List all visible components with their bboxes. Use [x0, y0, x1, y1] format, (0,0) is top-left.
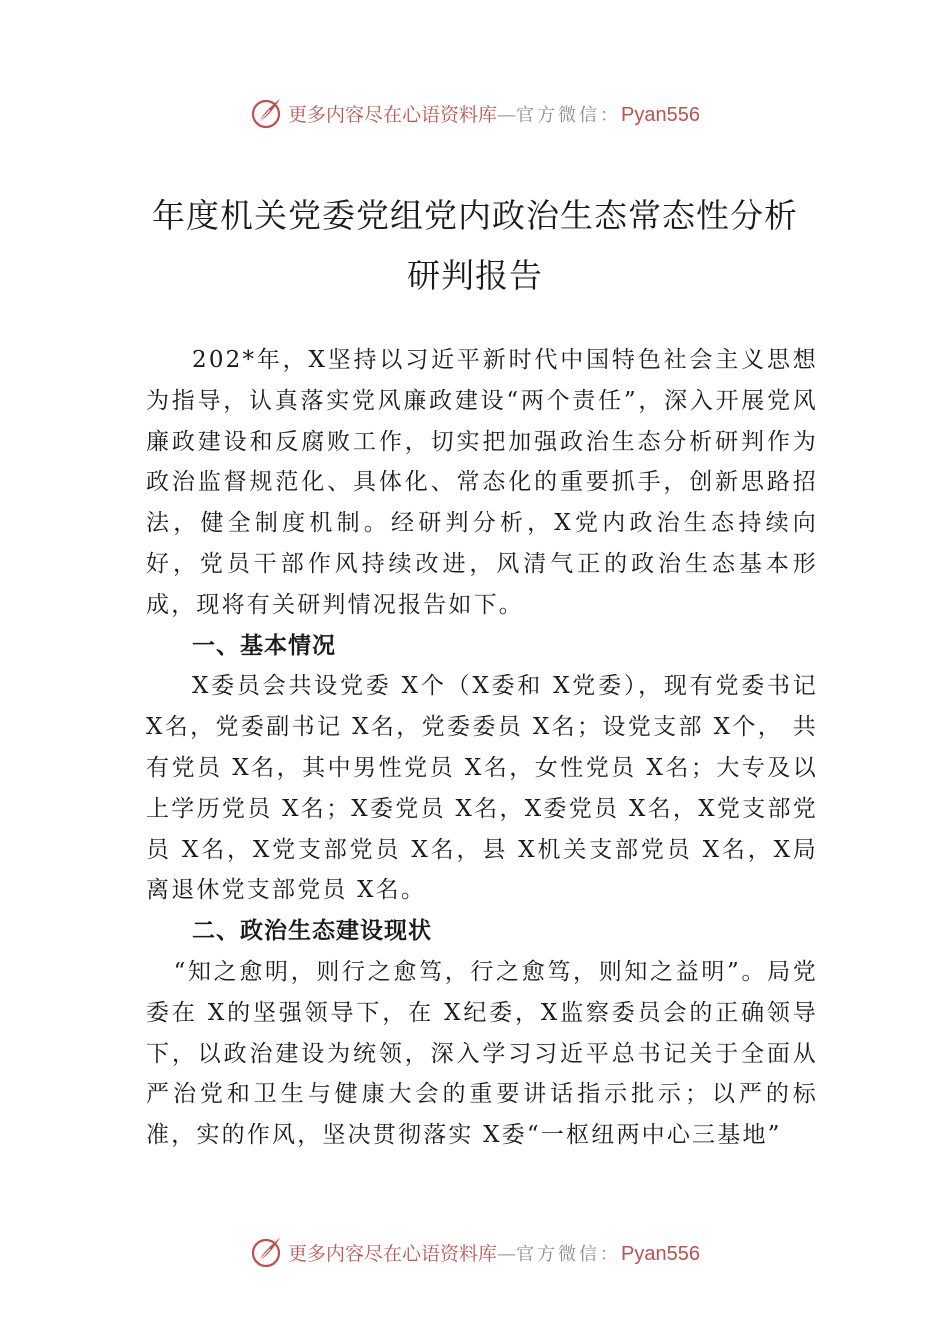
political-ecology-paragraph: “知之愈明，则行之愈笃，行之愈笃，则知之益明”。局党委在 X的坚强领导下，在 X纪委，X监察委员会的正确领导下，以政治建设为统领，深入学习习近平总书记关于全面从严治党和卫生与健康大会的重要讲话指示批示；以严的标准，实的作风，坚决贯彻落实 X委“一枢纽两中心三基地” [146, 958, 818, 1149]
document-title: 年度机关党委党组党内政治生态常态性分析研判报告 [152, 196, 798, 295]
watermark-official-label: 官方微信： [516, 1243, 622, 1265]
basic-situation-paragraph: X委员会共设党委 X个（X委和 X党委），现有党委书记 X名，党委副书记 X名，党委委员 X名；设党支部 X个， 共有党员 X名，其中男性党员 X名，女性党员 X名；大专及以上学历党员 X名；X委党员 X名，X委党员 X名，X党支部党员 X名，X党支部党员 X名，县 X机关支部党员 X名，X局离退休党支部党员 X名。 [146, 673, 818, 904]
watermark-text [288, 100, 700, 127]
watermark-library-text: 更多内容尽在心语资料库 [288, 1242, 498, 1265]
watermark-text [288, 1239, 700, 1266]
footer-watermark [0, 1232, 950, 1272]
quill-logo-icon [250, 1235, 284, 1269]
document-body [146, 340, 818, 1156]
watermark-official-label: 官方微信： [516, 104, 622, 126]
section-heading-political-ecology: 二、政治生态建设现状 [192, 918, 432, 945]
watermark-separator: — [497, 1242, 517, 1265]
intro-paragraph: 202*年，X坚持以习近平新时代中国特色社会主义思想为指导，认真落实党风廉政建设“两个责任”，深入开展党风廉政建设和反腐败工作，切实把加强政治生态分析研判作为政治监督规范化、具体化、常态化的重要抓手，创新思路招法，健全制度机制。经研判分析，X党内政治生态持续向好，党员干部作风持续改进，风清气正的政治生态基本形成，现将有关研判情况报告如下。 [146, 347, 818, 618]
watermark-wechat-id: Pyan556 [621, 1242, 700, 1265]
section-heading-basic-situation: 一、基本情况 [192, 632, 336, 659]
watermark-separator: — [497, 103, 517, 126]
watermark-library-text: 更多内容尽在心语资料库 [288, 103, 498, 126]
header-watermark [0, 93, 950, 133]
watermark-wechat-id: Pyan556 [621, 103, 700, 126]
quill-logo-icon [250, 96, 284, 130]
